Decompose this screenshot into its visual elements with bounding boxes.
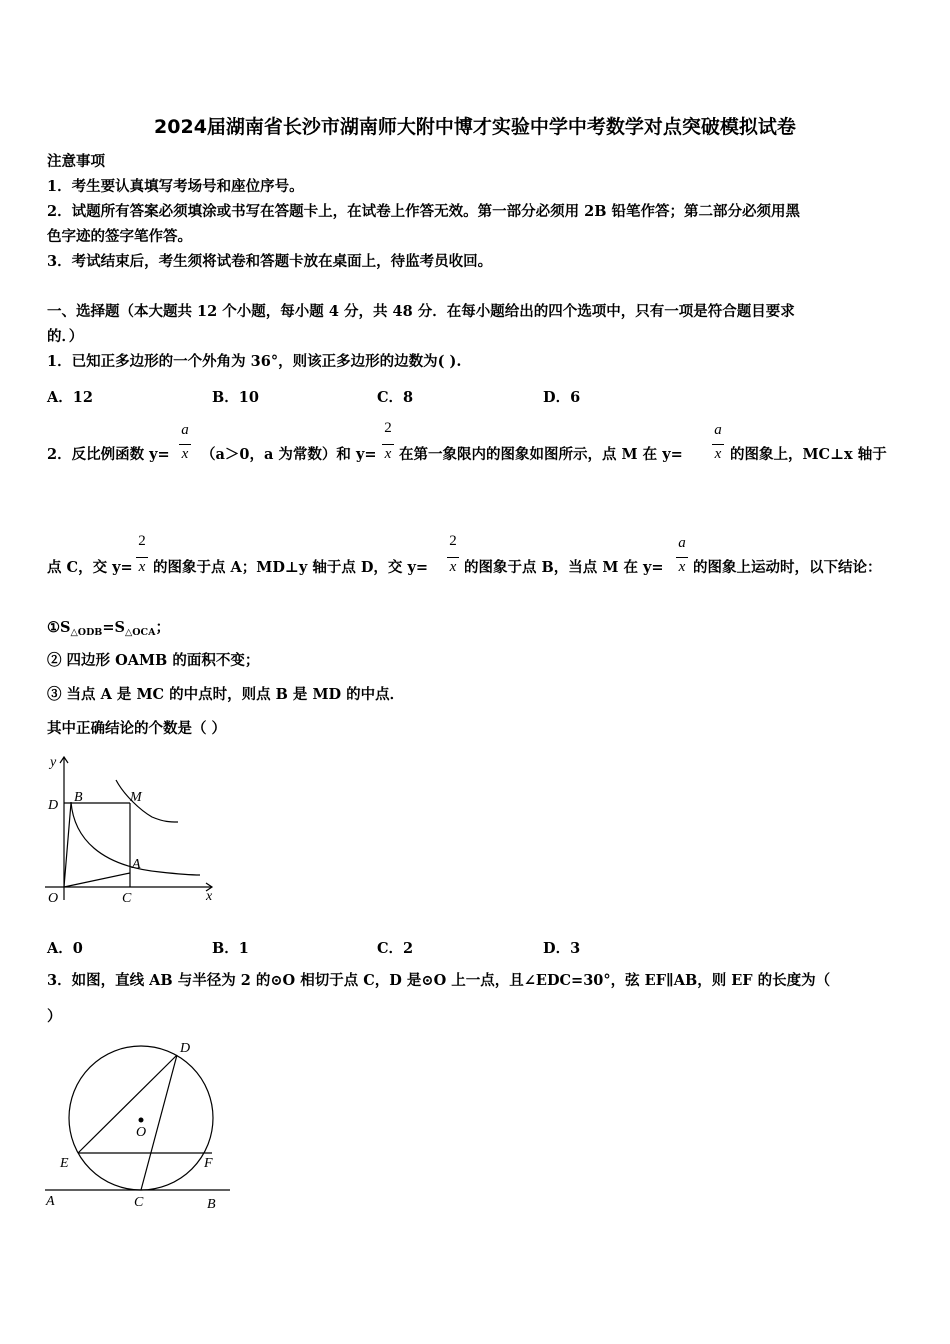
- q2-stem-part: 的图象上运动时，以下结论：: [693, 559, 882, 576]
- label-C: C: [122, 891, 132, 906]
- fraction-numerator: 2: [138, 533, 146, 549]
- q2-stem-part: 的图象于点 A；MD⊥y 轴于点 D，交 y=: [153, 559, 429, 576]
- fraction-bar: [382, 444, 394, 445]
- page-title: 2024届湖南省长沙市湖南师大附中博才实验中学中考数学对点突破模拟试卷: [154, 116, 796, 138]
- q2-option-a[interactable]: A．0: [47, 940, 83, 957]
- q1-option-c[interactable]: C．8: [377, 389, 414, 406]
- q2-stem-part: 在第一象限内的图象如图所示，点 M 在 y=: [399, 446, 683, 463]
- c1-text: ①S: [47, 619, 71, 636]
- label-C: C: [134, 1195, 144, 1210]
- fraction-numerator: a: [181, 422, 189, 438]
- q2-figure: [40, 750, 230, 920]
- q2-stem-part: 的图象于点 B，当点 M 在 y=: [464, 559, 664, 576]
- c1-subscript: △ODB: [70, 627, 103, 638]
- fraction-bar: [179, 444, 191, 445]
- q2-stem-part: 的图象上，MC⊥x 轴于: [730, 446, 887, 463]
- label-M: M: [130, 790, 142, 805]
- q1-stem: 1．已知正多边形的一个外角为 36°，则该正多边形的边数为( ).: [47, 353, 462, 370]
- segment-ED: [78, 1055, 177, 1153]
- segment-DC: [141, 1055, 177, 1190]
- q1-option-a[interactable]: A．12: [47, 389, 93, 406]
- fraction-denominator: x: [449, 559, 457, 575]
- label-A: A: [132, 857, 141, 872]
- q2-question: 其中正确结论的个数是（ ）: [47, 720, 227, 737]
- q2-stem-part: 2．反比例函数 y=: [47, 446, 170, 463]
- c1-text: =S: [102, 619, 125, 636]
- q2-stem-part: 点 C，交 y=: [47, 559, 133, 576]
- notice-heading: 注意事项: [47, 153, 105, 170]
- fraction-bar: [447, 557, 459, 558]
- q3-figure: [40, 1035, 240, 1215]
- q2-conclusion-3: ③ 当点 A 是 MC 的中点时，则点 B 是 MD 的中点．: [47, 686, 405, 703]
- notice-item: 3．考试结束后，考生须将试卷和答题卡放在桌面上，待监考员收回。: [47, 253, 493, 270]
- q3-stem-end: ）: [47, 1008, 62, 1025]
- label-F: F: [204, 1156, 213, 1171]
- segment-OA: [64, 873, 130, 887]
- label-A: A: [46, 1194, 55, 1209]
- q2-option-b[interactable]: B．1: [212, 940, 249, 957]
- fraction-numerator: 2: [384, 420, 392, 436]
- fraction-numerator: a: [678, 535, 686, 551]
- c1-text: ；: [155, 619, 170, 636]
- q2-conclusion-1: [47, 618, 170, 643]
- label-D: D: [48, 798, 59, 813]
- segment-OB: [64, 803, 71, 887]
- c1-subscript: △OCA: [124, 627, 156, 638]
- fraction-bar: [136, 557, 148, 558]
- label-y: y: [50, 755, 57, 770]
- label-O: O: [48, 891, 59, 906]
- center-dot: [139, 1118, 144, 1123]
- q2-conclusion-2: ② 四边形 OAMB 的面积不变；: [47, 652, 260, 669]
- label-E: E: [60, 1156, 69, 1171]
- fraction-numerator: 2: [449, 533, 457, 549]
- q1-option-d[interactable]: D．6: [543, 389, 581, 406]
- fraction-bar: [676, 557, 688, 558]
- notice-item: 1．考生要认真填写考场号和座位序号。: [47, 178, 304, 195]
- section-heading: 一、选择题（本大题共 12 个小题，每小题 4 分，共 48 分．在每小题给出的四个选项中，只有一项是符合题目要求: [47, 303, 795, 320]
- q2-option-d[interactable]: D．3: [543, 940, 581, 957]
- label-B: B: [207, 1197, 216, 1212]
- label-O: O: [136, 1125, 147, 1140]
- notice-item: 2．试题所有答案必须填涂或书写在答题卡上，在试卷上作答无效。第一部分必须用 2B 铅笔作答；第二部分必须用黑: [47, 203, 801, 220]
- label-x: x: [206, 889, 213, 904]
- label-D: D: [180, 1041, 191, 1056]
- fraction-denominator: x: [181, 446, 189, 462]
- label-B: B: [74, 790, 83, 805]
- fraction-numerator: a: [714, 422, 722, 438]
- notice-item: 色字迹的签字笔作答。: [47, 228, 192, 245]
- q2-option-c[interactable]: C．2: [377, 940, 414, 957]
- fraction-bar: [712, 444, 724, 445]
- fraction-denominator: x: [678, 559, 686, 575]
- section-heading-cont: 的．）: [47, 328, 84, 345]
- fraction-denominator: x: [714, 446, 722, 462]
- q3-stem: 3．如图，直线 AB 与半径为 2 的⊙O 相切于点 C，D 是⊙O 上一点，且∠EDC=30°，弦 EF∥AB，则 EF 的长度为（: [47, 972, 831, 989]
- fraction-denominator: x: [138, 559, 146, 575]
- curve-a-over-x: [116, 780, 178, 822]
- fraction-denominator: x: [384, 446, 392, 462]
- q1-option-b[interactable]: B．10: [212, 389, 259, 406]
- q2-stem-part: （a＞0，a 为常数）和 y=: [201, 446, 377, 463]
